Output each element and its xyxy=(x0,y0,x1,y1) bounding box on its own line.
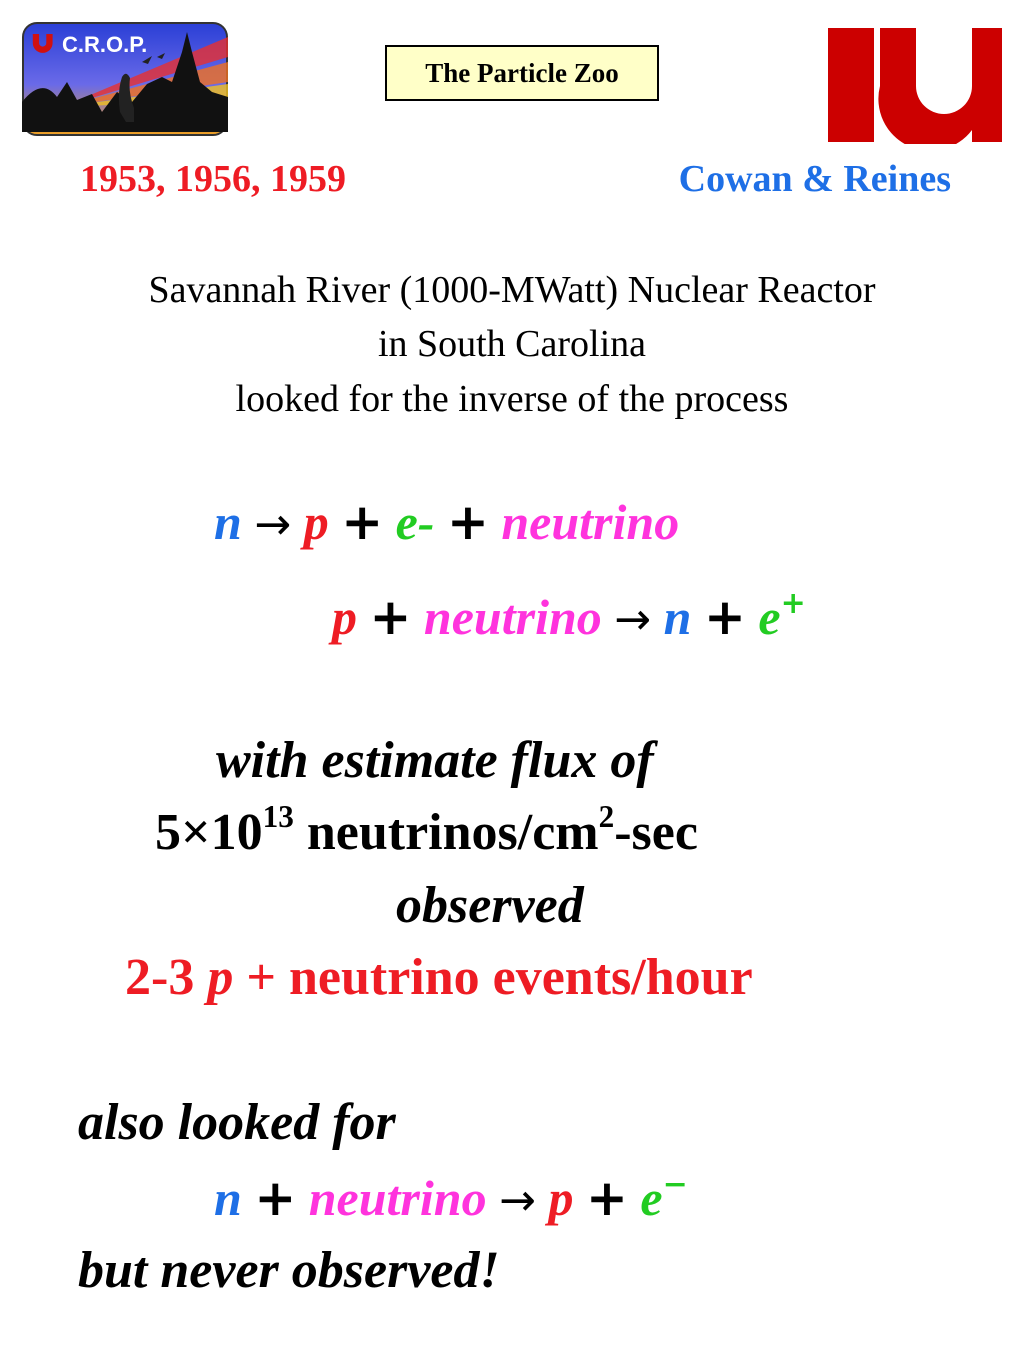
flux-exponent: 13 xyxy=(262,799,294,835)
flux-unit: neutrinos/cm xyxy=(293,804,599,861)
observed-label: observed xyxy=(396,877,584,934)
proton-symbol: p xyxy=(332,589,357,645)
proton-symbol: p xyxy=(303,494,329,550)
event-rate xyxy=(125,949,753,1006)
conclusion: but never observed! xyxy=(78,1242,500,1299)
positron-charge: + xyxy=(780,586,806,621)
description-line-2: in South Carolina xyxy=(377,323,647,365)
proton-symbol: p xyxy=(548,1170,574,1226)
event-count: 2-3 xyxy=(125,949,195,1006)
electron-symbol: e- xyxy=(395,494,435,550)
electron-charge: − xyxy=(662,1167,688,1202)
positron-e: e xyxy=(758,589,781,645)
flux-value xyxy=(155,799,698,861)
neutrino-symbol: neutrino xyxy=(501,494,680,550)
also-looked-label: also looked for xyxy=(78,1094,396,1151)
plus-sign: + xyxy=(585,1169,628,1227)
page-title: The Particle Zoo xyxy=(385,45,659,101)
arrow-icon: → xyxy=(254,499,292,550)
proton-symbol: p xyxy=(207,949,234,1006)
event-rate-text: + neutrino events/hour xyxy=(246,949,753,1006)
plus-sign: + xyxy=(341,493,384,551)
positron-symbol xyxy=(758,586,806,645)
neutron-symbol: n xyxy=(663,589,692,645)
flux-base: 5×10 xyxy=(155,804,263,861)
description-line-1: Savannah River (1000-MWatt) Nuclear Reactor xyxy=(148,269,876,311)
plus-sign: + xyxy=(369,588,412,646)
neutrino-symbol: neutrino xyxy=(423,589,602,645)
ul-logo xyxy=(828,26,1002,144)
plus-sign: + xyxy=(254,1169,297,1227)
authors: Cowan & Reines xyxy=(678,158,951,200)
electron-symbol xyxy=(640,1167,688,1226)
equation-inverse-beta xyxy=(332,586,806,646)
neutron-symbol: n xyxy=(214,1170,242,1226)
neutrino-symbol: neutrino xyxy=(308,1170,487,1226)
electron-e: e xyxy=(640,1170,663,1226)
description-line-3: looked for the inverse of the process xyxy=(235,378,789,420)
crop-logo xyxy=(22,22,228,136)
flux-intro: with estimate flux of xyxy=(216,732,654,789)
flux-unit-time: -sec xyxy=(614,804,698,861)
equation-not-observed xyxy=(214,1167,688,1227)
equation-beta-decay xyxy=(214,493,680,551)
plus-sign: + xyxy=(446,493,489,551)
arrow-icon: → xyxy=(499,1175,536,1226)
plus-sign: + xyxy=(703,588,746,646)
flux-unit-exponent: 2 xyxy=(598,799,615,835)
arrow-icon: → xyxy=(614,594,652,645)
years: 1953, 1956, 1959 xyxy=(80,158,346,200)
neutron-symbol: n xyxy=(214,494,242,550)
crop-logo-text: C.R.O.P. xyxy=(62,32,148,57)
